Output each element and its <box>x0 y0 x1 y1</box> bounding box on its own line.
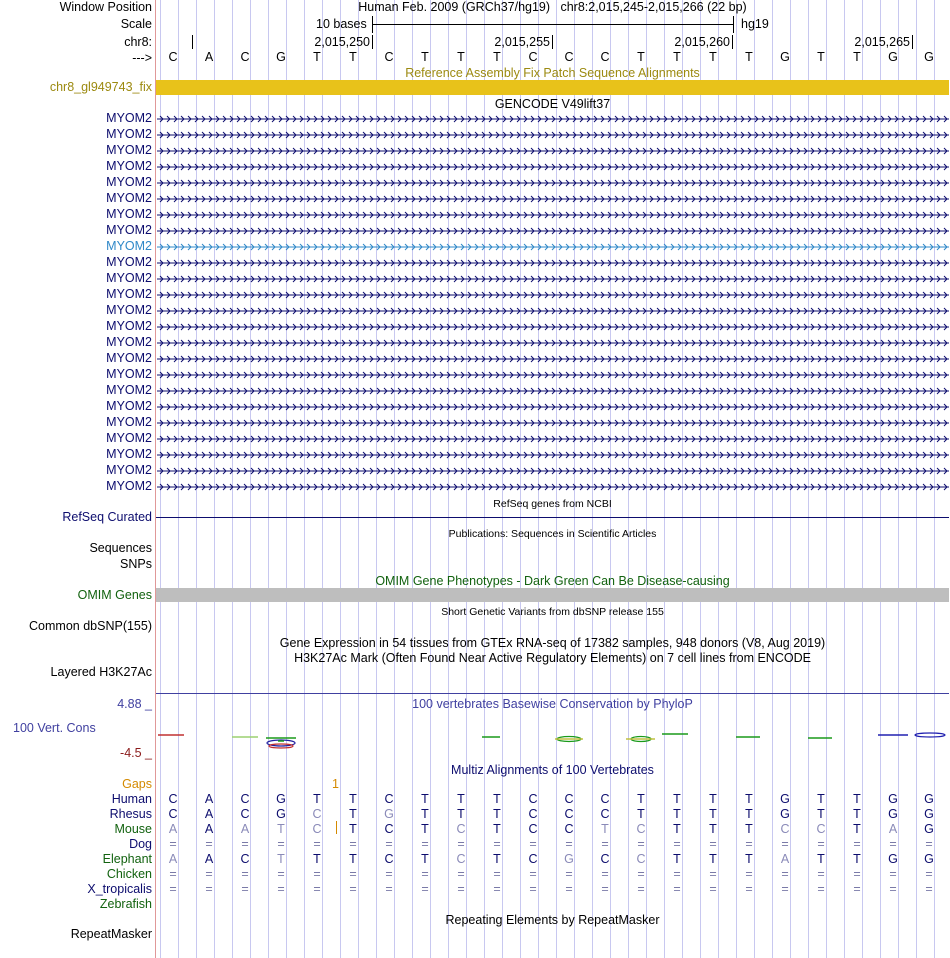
ruler-tick-label: 2,015,265 <box>854 35 910 49</box>
aligned-base: A <box>240 822 250 836</box>
aligned-base: T <box>673 852 681 866</box>
aligned-base: T <box>745 852 753 866</box>
dbsnp-title: Short Genetic Variants from dbSNP release 155 <box>441 606 664 618</box>
species-label[interactable]: Chicken <box>106 867 152 881</box>
gencode-transcript-label[interactable]: MYOM2 <box>106 383 152 397</box>
sequence-base: G <box>888 50 898 64</box>
phylop-label[interactable]: 100 Vert. Cons <box>13 721 96 735</box>
aligned-base: = <box>493 837 501 851</box>
sequence-base: T <box>493 50 501 64</box>
sequence-base: C <box>384 50 394 64</box>
gencode-transcript-label[interactable]: MYOM2 <box>106 287 152 301</box>
aligned-base: T <box>709 792 717 806</box>
aligned-base: = <box>709 882 717 896</box>
aligned-base: = <box>349 867 357 881</box>
fix-patch-label[interactable]: chr8_gl949743_fix <box>49 80 152 94</box>
aligned-base: = <box>421 882 429 896</box>
aligned-base: = <box>529 882 537 896</box>
mouse-insertion-mark <box>336 821 337 834</box>
sequence-base: C <box>168 50 178 64</box>
strand-arrow-label: ---> <box>132 51 152 65</box>
aligned-base: G <box>780 807 790 821</box>
aligned-base: = <box>673 867 681 881</box>
aligned-base: C <box>528 807 538 821</box>
sequence-base: G <box>780 50 790 64</box>
aligned-base: = <box>817 882 825 896</box>
gencode-transcript-label[interactable]: MYOM2 <box>106 303 152 317</box>
aligned-base: = <box>889 882 897 896</box>
aligned-base: A <box>204 792 214 806</box>
gencode-transcript-label[interactable]: MYOM2 <box>106 399 152 413</box>
repeatmasker-label[interactable]: RepeatMasker <box>70 927 152 941</box>
aligned-base: C <box>168 792 178 806</box>
aligned-base: = <box>817 837 825 851</box>
aligned-base: = <box>925 837 933 851</box>
aligned-base: = <box>421 867 429 881</box>
sequence-base: T <box>313 50 321 64</box>
aligned-base: T <box>421 807 429 821</box>
gencode-transcript-label[interactable]: MYOM2 <box>106 207 152 221</box>
aligned-base: A <box>888 822 898 836</box>
aligned-base: T <box>313 852 321 866</box>
aligned-base: T <box>349 822 357 836</box>
aligned-base: = <box>205 867 213 881</box>
aligned-base: = <box>637 882 645 896</box>
aligned-base: T <box>853 807 861 821</box>
aligned-base: = <box>781 837 789 851</box>
species-label[interactable]: Dog <box>129 837 152 851</box>
h3k27ac-title: H3K27Ac Mark (Often Found Near Active Regulatory Elements) on 7 cell lines from ENCODE <box>294 651 811 665</box>
aligned-base: T <box>421 792 429 806</box>
refseq-title: RefSeq genes from NCBI <box>493 498 612 510</box>
aligned-base: A <box>204 822 214 836</box>
aligned-base: C <box>312 822 322 836</box>
aligned-base: T <box>853 792 861 806</box>
aligned-base: = <box>781 882 789 896</box>
aligned-base: = <box>529 837 537 851</box>
gencode-transcript-label[interactable]: MYOM2 <box>106 319 152 333</box>
aligned-base: T <box>493 792 501 806</box>
aligned-base: = <box>817 867 825 881</box>
aligned-base: T <box>673 807 681 821</box>
aligned-base: T <box>745 822 753 836</box>
gencode-transcript-label[interactable]: MYOM2 <box>106 479 152 493</box>
sequence-base: T <box>817 50 825 64</box>
aligned-base: = <box>277 867 285 881</box>
aligned-base: G <box>888 807 898 821</box>
aligned-base: C <box>780 822 790 836</box>
gencode-transcript-label[interactable]: MYOM2 <box>106 143 152 157</box>
aligned-base: T <box>349 852 357 866</box>
aligned-base: T <box>421 852 429 866</box>
sequence-base: C <box>240 50 250 64</box>
aligned-base: T <box>817 807 825 821</box>
aligned-base: C <box>456 852 466 866</box>
aligned-base: = <box>529 867 537 881</box>
aligned-base: C <box>528 822 538 836</box>
aligned-base: T <box>853 822 861 836</box>
aligned-base: T <box>745 807 753 821</box>
species-label[interactable]: Mouse <box>114 822 152 836</box>
gencode-transcript-label[interactable]: MYOM2 <box>106 191 152 205</box>
aligned-base: T <box>637 807 645 821</box>
aligned-base: = <box>673 837 681 851</box>
assembly-name: Human Feb. 2009 (GRCh37/hg19) <box>358 0 551 14</box>
aligned-base: T <box>673 792 681 806</box>
h3k27ac-label[interactable]: Layered H3K27Ac <box>50 665 152 679</box>
aligned-base: = <box>493 867 501 881</box>
aligned-base: T <box>349 807 357 821</box>
sequence-base: T <box>745 50 753 64</box>
aligned-base: = <box>565 882 573 896</box>
aligned-base: C <box>816 822 826 836</box>
aligned-base: A <box>204 807 214 821</box>
sequence-base: G <box>924 50 934 64</box>
sequence-base: C <box>600 50 610 64</box>
aligned-base: = <box>241 837 249 851</box>
aligned-base: = <box>421 837 429 851</box>
aligned-base: G <box>924 807 934 821</box>
sequence-base: T <box>853 50 861 64</box>
ruler-tick-label: 2,015,260 <box>674 35 730 49</box>
phylop-glyph <box>915 733 945 737</box>
aligned-base: T <box>817 792 825 806</box>
aligned-base: T <box>349 792 357 806</box>
aligned-base: = <box>313 882 321 896</box>
aligned-base: C <box>600 792 610 806</box>
aligned-base: C <box>240 852 250 866</box>
sequence-base: A <box>204 50 214 64</box>
gencode-transcript-label[interactable]: MYOM2 <box>106 367 152 381</box>
aligned-base: A <box>204 852 214 866</box>
position-text: chr8:2,015,245-2,015,266 (22 bp) <box>560 0 747 14</box>
gencode-transcript-label[interactable]: MYOM2 <box>106 271 152 285</box>
aligned-base: T <box>745 792 753 806</box>
aligned-base: = <box>169 837 177 851</box>
aligned-base: = <box>349 837 357 851</box>
aligned-base: C <box>564 807 574 821</box>
gencode-transcript-label[interactable]: MYOM2 <box>106 111 152 125</box>
publications-snps-label[interactable]: SNPs <box>120 557 152 571</box>
aligned-base: C <box>240 792 250 806</box>
aligned-base: = <box>745 837 753 851</box>
scale-label: Scale <box>120 17 152 31</box>
aligned-base: = <box>277 882 285 896</box>
aligned-base: = <box>745 867 753 881</box>
aligned-base: C <box>636 822 646 836</box>
gap-count: 1 <box>332 777 339 791</box>
aligned-base: G <box>888 792 898 806</box>
gencode-transcript-label[interactable]: MYOM2 <box>106 463 152 477</box>
aligned-base: = <box>745 882 753 896</box>
aligned-base: = <box>709 837 717 851</box>
aligned-base: T <box>457 807 465 821</box>
sequence-base: T <box>349 50 357 64</box>
aligned-base: = <box>709 867 717 881</box>
aligned-base: G <box>564 852 574 866</box>
multiz-title: Multiz Alignments of 100 Vertebrates <box>451 763 654 777</box>
species-label[interactable]: Elephant <box>102 852 152 866</box>
gencode-title: GENCODE V49lift37 <box>494 97 611 111</box>
aligned-base: C <box>240 807 250 821</box>
aligned-base: = <box>565 837 573 851</box>
aligned-base: G <box>924 792 934 806</box>
aligned-base: = <box>853 837 861 851</box>
aligned-base: T <box>817 852 825 866</box>
phylop-max-label: 4.88 _ <box>117 697 152 711</box>
publications-title: Publications: Sequences in Scientific Articles <box>448 528 657 540</box>
aligned-base: = <box>385 882 393 896</box>
sequence-base: T <box>673 50 681 64</box>
aligned-base: = <box>925 867 933 881</box>
omim-label[interactable]: OMIM Genes <box>77 588 152 602</box>
aligned-base: C <box>384 792 394 806</box>
aligned-base: = <box>385 837 393 851</box>
aligned-base: T <box>709 852 717 866</box>
aligned-base: A <box>780 852 790 866</box>
repeatmasker-title: Repeating Elements by RepeatMasker <box>445 913 660 927</box>
aligned-base: = <box>925 882 933 896</box>
aligned-base: T <box>709 807 717 821</box>
aligned-base: C <box>600 807 610 821</box>
aligned-base: = <box>601 867 609 881</box>
aligned-base: = <box>457 867 465 881</box>
sequence-base: T <box>637 50 645 64</box>
aligned-base: = <box>781 867 789 881</box>
aligned-base: T <box>313 792 321 806</box>
aligned-base: T <box>493 822 501 836</box>
refseq-label[interactable]: RefSeq Curated <box>62 510 152 524</box>
aligned-base: = <box>457 837 465 851</box>
aligned-base: = <box>349 882 357 896</box>
aligned-base: C <box>384 852 394 866</box>
aligned-base: = <box>205 882 213 896</box>
gencode-transcript-label[interactable]: MYOM2 <box>106 223 152 237</box>
aligned-base: T <box>601 822 609 836</box>
aligned-base: = <box>853 882 861 896</box>
aligned-base: C <box>600 852 610 866</box>
aligned-base: = <box>637 867 645 881</box>
species-label[interactable]: X_tropicalis <box>87 882 152 896</box>
sequence-base: C <box>564 50 574 64</box>
aligned-base: = <box>205 837 213 851</box>
aligned-base: T <box>421 822 429 836</box>
gencode-transcript-label[interactable]: MYOM2 <box>106 351 152 365</box>
sequence-base: T <box>421 50 429 64</box>
aligned-base: C <box>564 792 574 806</box>
ruler-tick-label: 2,015,255 <box>494 35 550 49</box>
aligned-base: T <box>853 852 861 866</box>
aligned-base: G <box>924 822 934 836</box>
gaps-label: Gaps <box>122 777 152 791</box>
aligned-base: T <box>493 807 501 821</box>
aligned-base: C <box>456 822 466 836</box>
aligned-base: T <box>277 822 285 836</box>
gencode-transcript-label[interactable]: MYOM2 <box>106 175 152 189</box>
aligned-base: = <box>637 837 645 851</box>
aligned-base: T <box>709 822 717 836</box>
aligned-base: = <box>889 837 897 851</box>
aligned-base: = <box>601 837 609 851</box>
aligned-base: = <box>673 882 681 896</box>
sequence-base: G <box>276 50 286 64</box>
species-label[interactable]: Rhesus <box>109 807 152 821</box>
gencode-transcript-label[interactable]: MYOM2 <box>106 239 152 253</box>
window-position-label: Window Position <box>59 0 152 14</box>
fix-patch-title: Reference Assembly Fix Patch Sequence Alignments <box>405 66 700 80</box>
aligned-base: G <box>780 792 790 806</box>
gencode-transcript-label[interactable]: MYOM2 <box>106 127 152 141</box>
aligned-base: = <box>277 837 285 851</box>
sequence-base: C <box>528 50 538 64</box>
aligned-base: C <box>312 807 322 821</box>
aligned-base: = <box>457 882 465 896</box>
scale-text: 10 bases <box>316 17 367 31</box>
aligned-base: G <box>384 807 394 821</box>
aligned-base: A <box>168 852 178 866</box>
aligned-base: C <box>528 852 538 866</box>
aligned-base: G <box>888 852 898 866</box>
gencode-transcript-label[interactable]: MYOM2 <box>106 415 152 429</box>
aligned-base: C <box>564 822 574 836</box>
aligned-base: = <box>169 882 177 896</box>
aligned-base: C <box>168 807 178 821</box>
sequence-base: T <box>457 50 465 64</box>
aligned-base: C <box>528 792 538 806</box>
aligned-base: T <box>637 792 645 806</box>
aligned-base: = <box>889 867 897 881</box>
aligned-base: G <box>924 852 934 866</box>
aligned-base: = <box>601 882 609 896</box>
phylop-min-label: -4.5 _ <box>120 746 152 760</box>
sequence-base: T <box>709 50 717 64</box>
ruler-tick-label: 2,015,250 <box>314 35 370 49</box>
dbsnp-label[interactable]: Common dbSNP(155) <box>29 619 152 633</box>
species-label[interactable]: Zebrafish <box>99 897 152 911</box>
gencode-transcript-label[interactable]: MYOM2 <box>106 159 152 173</box>
aligned-base: T <box>457 792 465 806</box>
aligned-base: = <box>241 882 249 896</box>
gencode-transcript-label[interactable]: MYOM2 <box>106 431 152 445</box>
aligned-base: = <box>241 867 249 881</box>
publications-sequences-label[interactable]: Sequences <box>89 541 152 555</box>
omim-title: OMIM Gene Phenotypes - Dark Green Can Be Disease-causing <box>375 574 730 588</box>
aligned-base: = <box>853 867 861 881</box>
aligned-base: A <box>168 822 178 836</box>
aligned-base: = <box>169 867 177 881</box>
gencode-transcript-label[interactable]: MYOM2 <box>106 447 152 461</box>
gtex-title: Gene Expression in 54 tissues from GTEx RNA-seq of 17382 samples, 948 donors (V8, Aug 2019) <box>279 636 826 650</box>
aligned-base: = <box>565 867 573 881</box>
aligned-base: = <box>313 837 321 851</box>
db-name: hg19 <box>741 17 769 31</box>
chrom-label: chr8: <box>124 35 152 49</box>
aligned-base: T <box>277 852 285 866</box>
phylop-title: 100 vertebrates Basewise Conservation by PhyloP <box>412 697 693 711</box>
aligned-base: = <box>313 867 321 881</box>
aligned-base: C <box>384 822 394 836</box>
gencode-transcript-label[interactable]: MYOM2 <box>106 255 152 269</box>
aligned-base: T <box>493 852 501 866</box>
aligned-base: G <box>276 807 286 821</box>
gencode-transcript-label[interactable]: MYOM2 <box>106 335 152 349</box>
aligned-base: = <box>493 882 501 896</box>
aligned-base: = <box>385 867 393 881</box>
aligned-base: T <box>673 822 681 836</box>
aligned-base: G <box>276 792 286 806</box>
species-label[interactable]: Human <box>111 792 152 806</box>
aligned-base: C <box>636 852 646 866</box>
